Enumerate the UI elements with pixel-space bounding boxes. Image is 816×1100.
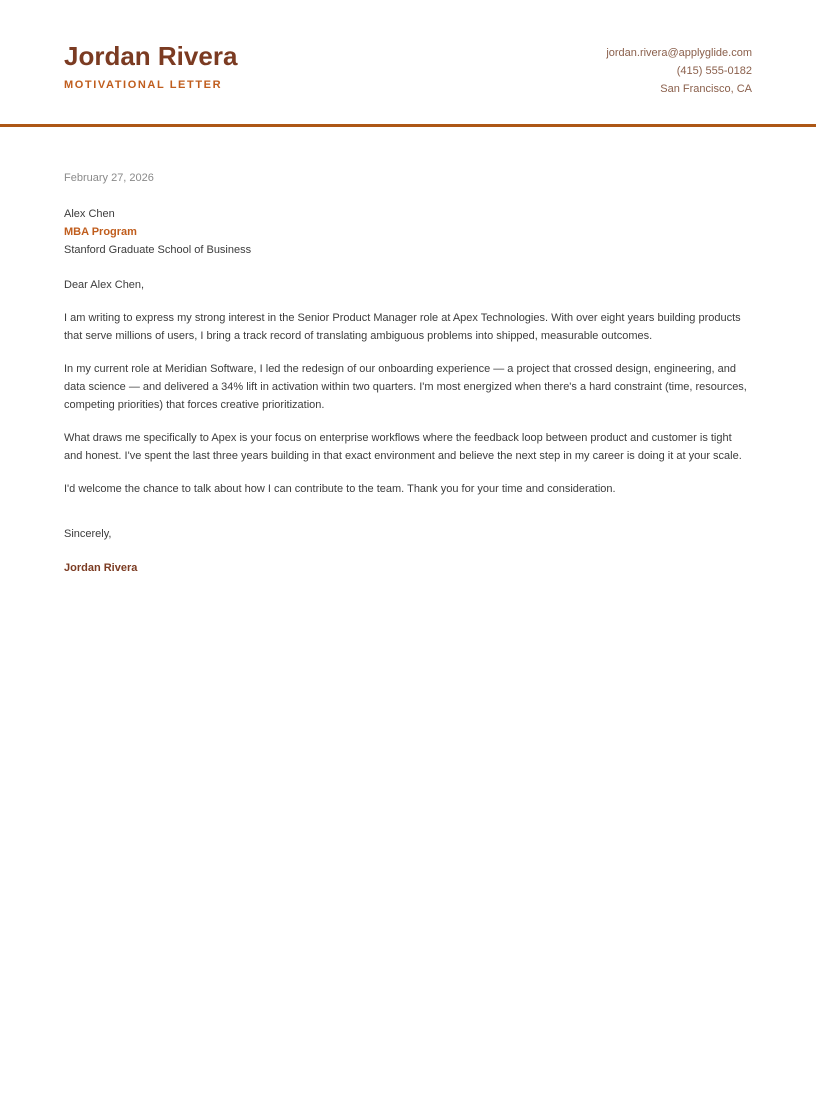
sender-identity	[64, 42, 237, 91]
recipient-block	[64, 205, 752, 259]
signature: Jordan Rivera	[64, 562, 138, 574]
recipient-school: Stanford Graduate School of Business	[64, 244, 252, 256]
closing: Sincerely,	[64, 528, 112, 540]
sender-name: Jordan Rivera	[64, 41, 238, 71]
document-subtitle: MOTIVATIONAL LETTER	[64, 78, 223, 91]
body-paragraph-1: I am writing to express my strong interest in the Senior Product Manager role at Apex Technologies. With over eight years building products that serve millions of users, I bring a track record of translating ambiguous problems into shipped, measurable outcomes.	[64, 312, 741, 342]
body-paragraph-4: I'd welcome the chance to talk about how I can contribute to the team. Thank you for your time and consideration.	[64, 483, 616, 495]
letter-header	[0, 0, 816, 124]
letter-body	[0, 127, 816, 577]
contact-block	[606, 42, 752, 98]
salutation: Dear Alex Chen,	[64, 279, 145, 291]
contact-phone: (415) 555-0182	[676, 65, 752, 77]
recipient-name: Alex Chen	[64, 208, 115, 220]
contact-email: jordan.rivera@applyglide.com	[606, 47, 752, 59]
recipient-program: MBA Program	[64, 226, 137, 238]
letter-date: February 27, 2026	[64, 172, 154, 184]
body-paragraph-3: What draws me specifically to Apex is your focus on enterprise workflows where the feedback loop between product and customer is tight and honest. I've spent the last three years building in that exact environment and believe the next step in my career is doing it at your scale.	[64, 432, 742, 462]
body-paragraph-2: In my current role at Meridian Software, I led the redesign of our onboarding experience — a project that crossed design, engineering, and data science — and delivered a 34% lift in activation within two quarters. I'm most energized when there's a hard constraint (time, resources, competing priorities) that forces creative prioritization.	[64, 363, 747, 411]
contact-location: San Francisco, CA	[660, 83, 752, 95]
